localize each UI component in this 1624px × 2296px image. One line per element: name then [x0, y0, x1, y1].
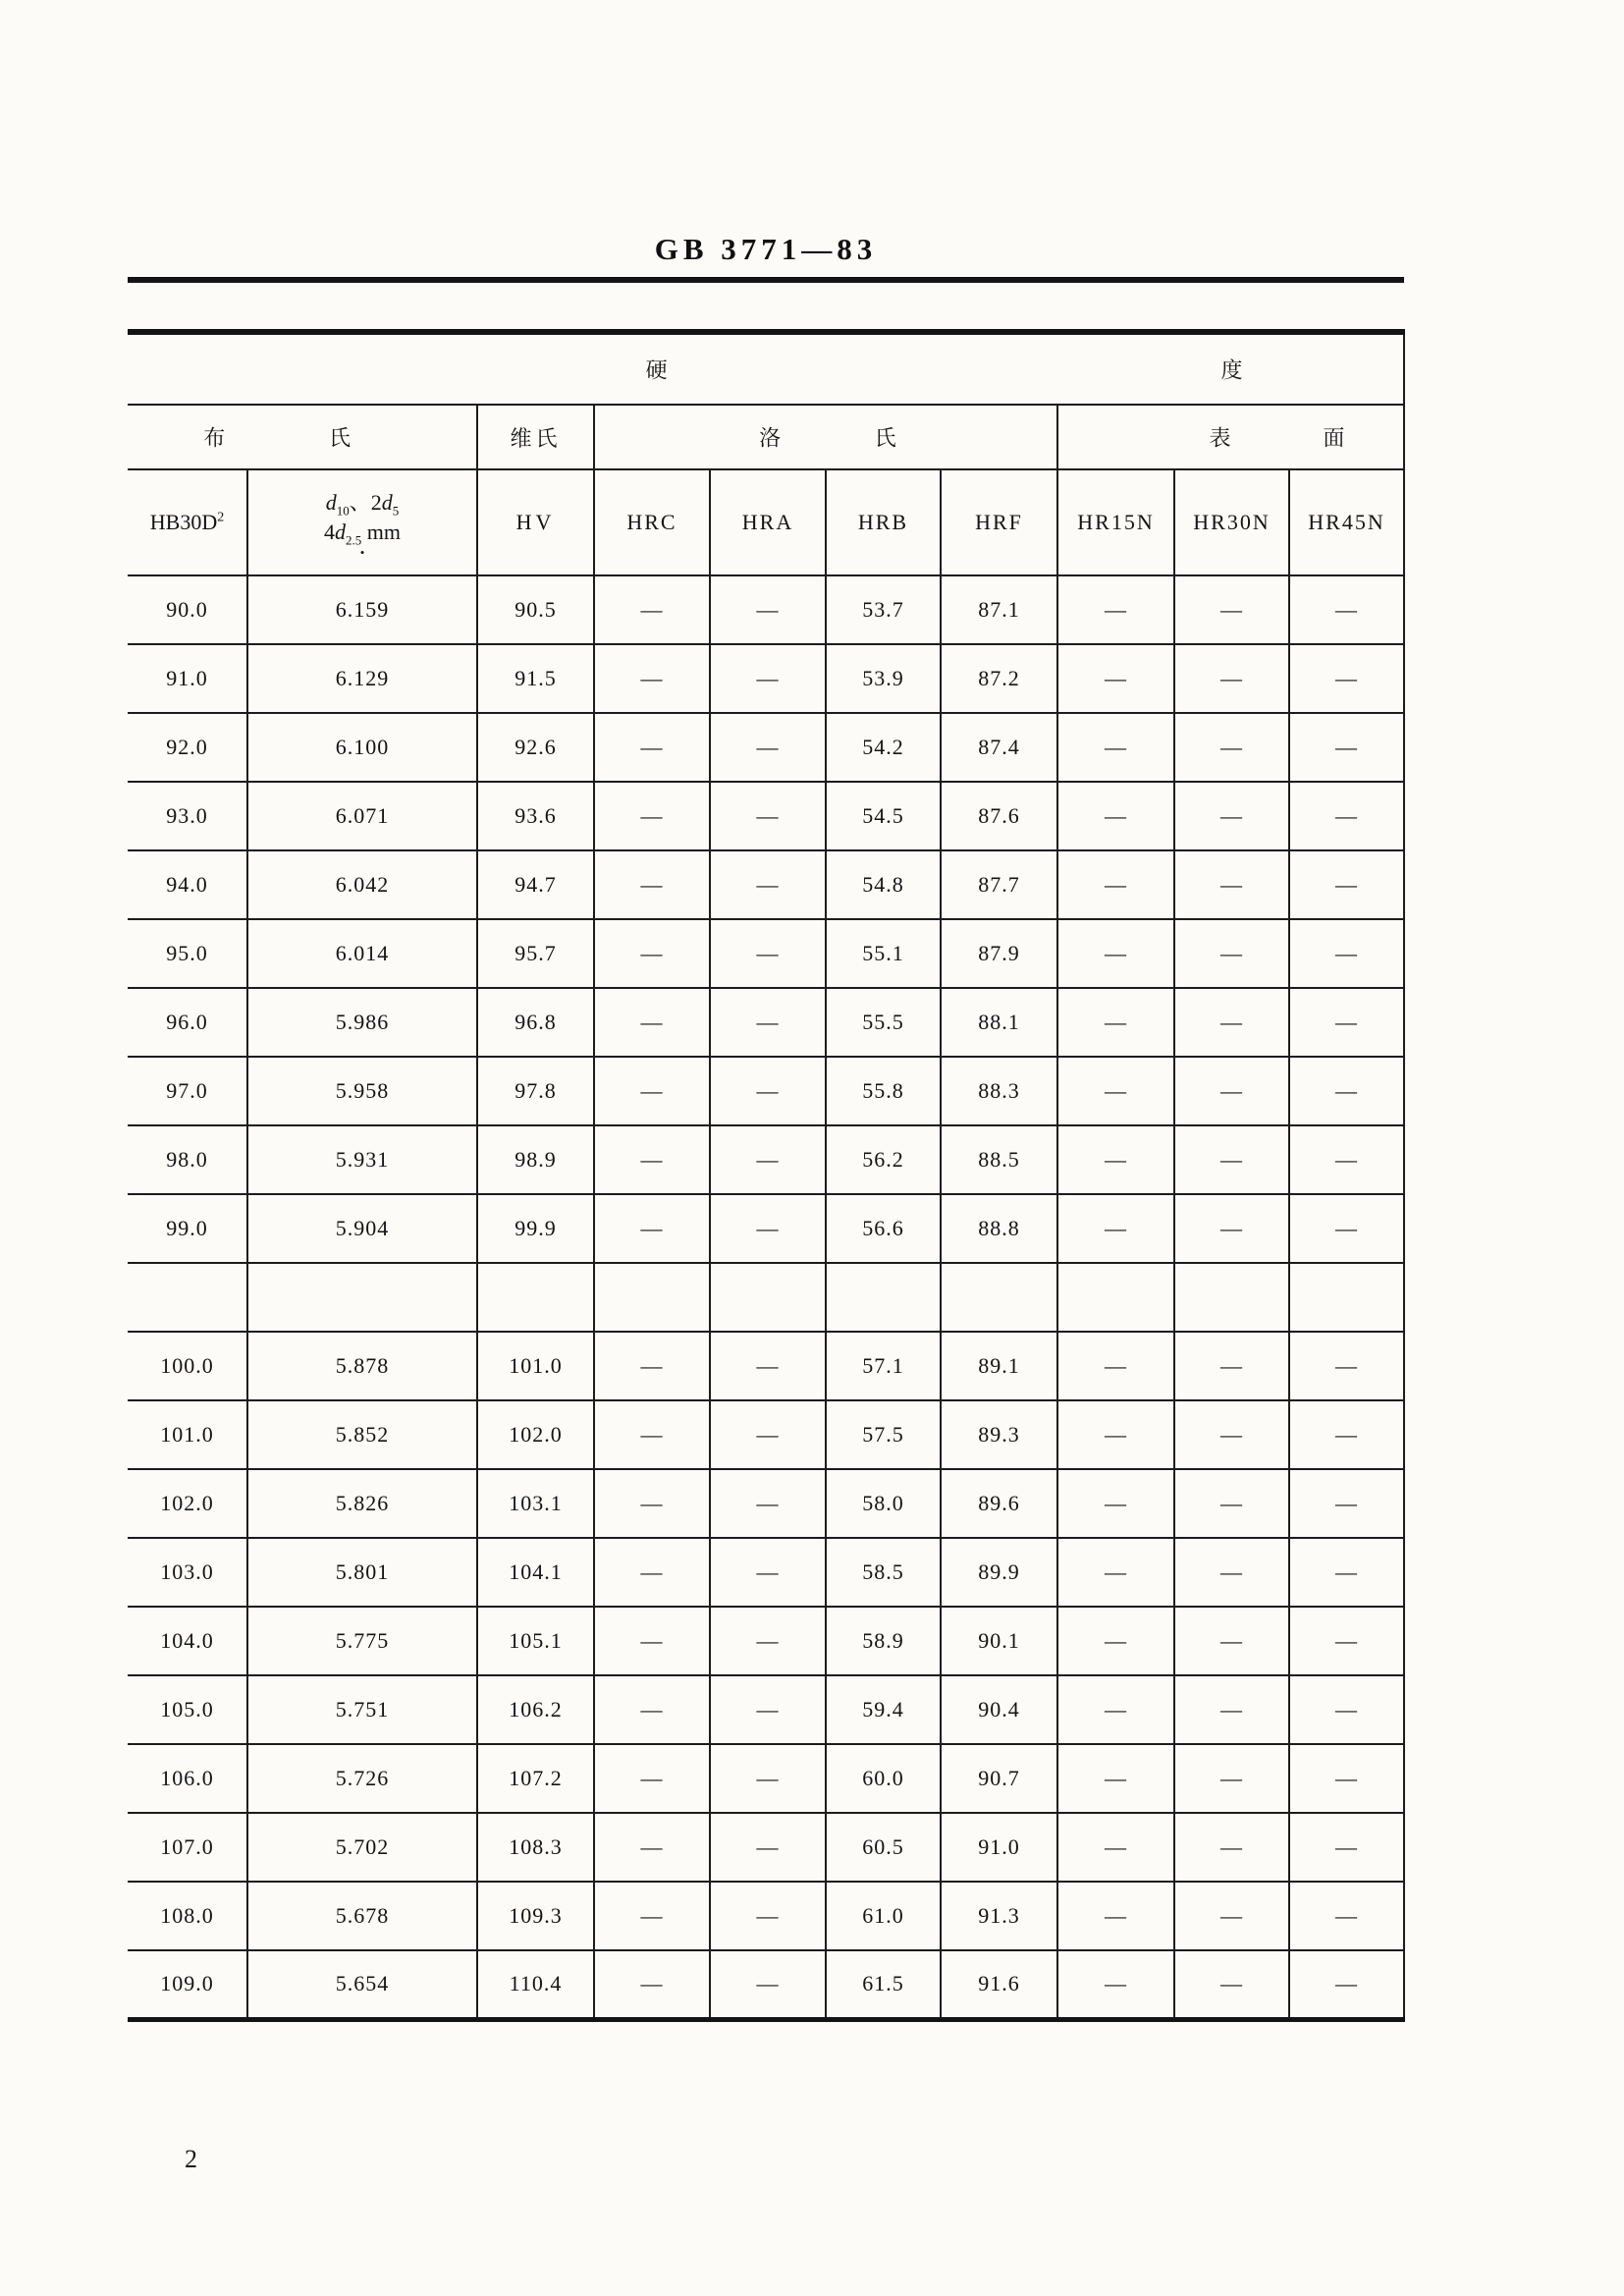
table-row [128, 644, 1404, 713]
page-number: 2 [185, 2145, 197, 2173]
table-cell: — [710, 1538, 826, 1607]
horizontal-rule [128, 277, 1404, 283]
table-cell: 60.0 [826, 1744, 941, 1813]
table-cell: 102.0 [477, 1400, 594, 1469]
table-cell: — [710, 1744, 826, 1813]
table-cell: — [1057, 1194, 1174, 1263]
table-cell: — [1174, 919, 1289, 988]
table-cell: — [1174, 1194, 1289, 1263]
table-cell: 90.0 [128, 575, 247, 644]
table-cell: 6.100 [247, 713, 477, 782]
table-cell: 100.0 [128, 1332, 247, 1400]
table-cell: 5.751 [247, 1675, 477, 1744]
table-cell: 91.3 [941, 1882, 1057, 1950]
table-cell [941, 1263, 1057, 1332]
table-cell: 58.5 [826, 1538, 941, 1607]
table-cell: — [1174, 1400, 1289, 1469]
footnote-dot: • [359, 545, 365, 560]
table-cell: — [1289, 1538, 1404, 1607]
table-cell: 101.0 [128, 1400, 247, 1469]
table-cell: 5.775 [247, 1607, 477, 1675]
table-cell: — [1289, 1744, 1404, 1813]
table-row [128, 1813, 1404, 1882]
table-cell: 87.9 [941, 919, 1057, 988]
table-cell: — [1057, 1057, 1174, 1125]
table-cell: 108.0 [128, 1882, 247, 1950]
table-cell: — [594, 644, 710, 713]
table-row [128, 1675, 1404, 1744]
table-cell: — [1057, 1538, 1174, 1607]
column-header-hv: HV [477, 469, 594, 575]
table-cell: 54.2 [826, 713, 941, 782]
table-cell: — [594, 1813, 710, 1882]
table-row [128, 713, 1404, 782]
table-cell: 5.678 [247, 1882, 477, 1950]
table-cell: — [710, 1400, 826, 1469]
hardness-char-2: 度 [1220, 357, 1244, 383]
table-cell: — [1289, 1332, 1404, 1400]
table-cell: 61.5 [826, 1950, 941, 2019]
table-cell: 97.0 [128, 1057, 247, 1125]
table-cell: 55.5 [826, 988, 941, 1057]
table-header-hardness [128, 332, 1404, 405]
table-cell: — [1174, 644, 1289, 713]
table-cell: — [1289, 713, 1404, 782]
table-cell: 91.6 [941, 1950, 1057, 2019]
standard-code-title: GB 3771—83 [654, 232, 878, 266]
table-cell: 89.6 [941, 1469, 1057, 1538]
table-cell: 96.0 [128, 988, 247, 1057]
table-cell [477, 1263, 594, 1332]
table-body [128, 575, 1404, 2019]
table-cell: 89.3 [941, 1400, 1057, 1469]
column-header-hrf: HRF [941, 469, 1057, 575]
table-cell: 59.4 [826, 1675, 941, 1744]
table-cell: — [1289, 1813, 1404, 1882]
group-rockwell-char-2: 氏 [874, 425, 897, 451]
table-cell: 93.0 [128, 782, 247, 850]
table-cell: — [1289, 1057, 1404, 1125]
table-cell: — [1174, 988, 1289, 1057]
table-cell: — [1289, 1882, 1404, 1950]
table-cell: — [1057, 919, 1174, 988]
table-cell: 5.726 [247, 1744, 477, 1813]
table-cell: — [710, 713, 826, 782]
table-row [128, 1950, 1404, 2019]
table-cell: 103.0 [128, 1538, 247, 1607]
table-cell: — [1174, 1538, 1289, 1607]
table-cell: 53.9 [826, 644, 941, 713]
table-cell: — [710, 1469, 826, 1538]
header-hardness-cell [128, 332, 1404, 405]
table-cell: — [1174, 1882, 1289, 1950]
column-header-hr30n: HR30N [1174, 469, 1289, 575]
group-surface-char-1: 表 [1209, 425, 1232, 451]
table-cell: 106.2 [477, 1675, 594, 1744]
table-cell [1289, 1263, 1404, 1332]
table-cell: — [1289, 1607, 1404, 1675]
table-cell: — [594, 575, 710, 644]
group-brinell [128, 405, 477, 469]
table-cell: — [710, 1332, 826, 1400]
table-cell: — [594, 1194, 710, 1263]
table-row [128, 575, 1404, 644]
table-cell: — [710, 988, 826, 1057]
column-header-hb30d2 [128, 469, 247, 575]
table-cell: — [1289, 1675, 1404, 1744]
table-cell: 101.0 [477, 1332, 594, 1400]
table-cell: — [710, 1882, 826, 1950]
table-cell: 5.878 [247, 1332, 477, 1400]
table-row [128, 919, 1404, 988]
table-cell: 103.1 [477, 1469, 594, 1538]
table-cell: 53.7 [826, 575, 941, 644]
table-cell: — [1057, 1469, 1174, 1538]
table-cell: — [710, 1813, 826, 1882]
diameter-line-2: $4d_{2.5}$ mm [324, 519, 401, 548]
table-cell: 90.7 [941, 1744, 1057, 1813]
table-cell: 107.0 [128, 1813, 247, 1882]
table-cell: 5.801 [247, 1538, 477, 1607]
table-cell: 98.0 [128, 1125, 247, 1194]
table-cell: 95.0 [128, 919, 247, 988]
table-cell: — [1057, 1744, 1174, 1813]
table-cell: 6.014 [247, 919, 477, 988]
table-row [128, 1607, 1404, 1675]
table-cell: 109.3 [477, 1882, 594, 1950]
table-cell: — [594, 1607, 710, 1675]
table-cell: 90.5 [477, 575, 594, 644]
group-rockwell-char-1: 洛 [759, 425, 783, 451]
table-cell: — [710, 1675, 826, 1744]
table-cell: — [1174, 575, 1289, 644]
table-cell: — [1057, 1332, 1174, 1400]
table-cell: — [1289, 1194, 1404, 1263]
table-cell: — [1057, 575, 1174, 644]
table-cell: 99.0 [128, 1194, 247, 1263]
table-cell: — [594, 1400, 710, 1469]
table-cell: — [710, 644, 826, 713]
table-cell: — [1289, 1400, 1404, 1469]
table-cell: — [1289, 1125, 1404, 1194]
table-cell: 87.2 [941, 644, 1057, 713]
table-cell: 89.9 [941, 1538, 1057, 1607]
table-cell: 97.8 [477, 1057, 594, 1125]
table-cell: 88.8 [941, 1194, 1057, 1263]
table-cell: 55.8 [826, 1057, 941, 1125]
table-cell: 98.9 [477, 1125, 594, 1194]
table-cell: 108.3 [477, 1813, 594, 1882]
table-header-columns [128, 469, 1404, 575]
column-header-hr45n: HR45N [1289, 469, 1404, 575]
table-cell: 5.931 [247, 1125, 477, 1194]
table-cell: — [1057, 1813, 1174, 1882]
table-cell: — [594, 1057, 710, 1125]
group-surface-char-2: 面 [1323, 425, 1346, 451]
table-cell: 94.0 [128, 850, 247, 919]
table-cell: — [594, 1675, 710, 1744]
table-cell: — [710, 1057, 826, 1125]
table-cell: 90.1 [941, 1607, 1057, 1675]
hb-exponent: 2 [217, 510, 225, 525]
column-header-hrc: HRC [594, 469, 710, 575]
group-surface [1057, 405, 1404, 469]
table-header-groups [128, 405, 1404, 469]
table-cell: 87.7 [941, 850, 1057, 919]
table-cell: 107.2 [477, 1744, 594, 1813]
table-cell [710, 1263, 826, 1332]
table-cell: — [1057, 1607, 1174, 1675]
table-cell: 104.1 [477, 1538, 594, 1607]
column-header-indent-diameter [247, 469, 477, 575]
group-vickers: 维氏 [477, 405, 594, 469]
table-cell: 57.1 [826, 1332, 941, 1400]
table-cell: 5.986 [247, 988, 477, 1057]
table-cell: — [594, 850, 710, 919]
table-cell: 99.9 [477, 1194, 594, 1263]
table-cell: 89.1 [941, 1332, 1057, 1400]
table-cell: — [594, 1538, 710, 1607]
table-cell: 91.0 [128, 644, 247, 713]
table-cell: — [594, 988, 710, 1057]
table-cell: — [594, 1744, 710, 1813]
table-cell: 5.852 [247, 1400, 477, 1469]
table-cell: 57.5 [826, 1400, 941, 1469]
table-row [128, 850, 1404, 919]
table-cell [1057, 1263, 1174, 1332]
table-cell [826, 1263, 941, 1332]
table-cell: — [1289, 988, 1404, 1057]
table-cell: 5.654 [247, 1950, 477, 2019]
table-cell: 91.5 [477, 644, 594, 713]
table-cell: — [1174, 713, 1289, 782]
table-cell: — [1057, 1400, 1174, 1469]
table-row [128, 1538, 1404, 1607]
table-cell: 6.159 [247, 575, 477, 644]
table-cell: — [594, 782, 710, 850]
table-cell: — [1057, 782, 1174, 850]
table-cell: 106.0 [128, 1744, 247, 1813]
table-row [128, 988, 1404, 1057]
group-brinell-char-1: 布 [203, 425, 227, 451]
table-cell: 54.5 [826, 782, 941, 850]
diameter-line-1: $d_{10}$、$2d_5$ [325, 490, 400, 519]
table-cell: — [1057, 988, 1174, 1057]
table-cell: 6.042 [247, 850, 477, 919]
table-cell: — [1174, 1057, 1289, 1125]
column-header-hra: HRA [710, 469, 826, 575]
table-cell: 90.4 [941, 1675, 1057, 1744]
table-cell: — [1289, 1469, 1404, 1538]
group-rockwell [594, 405, 1057, 469]
table-cell: — [594, 1125, 710, 1194]
table-cell: — [1174, 1469, 1289, 1538]
table-cell: — [594, 919, 710, 988]
table-cell: — [1289, 1950, 1404, 2019]
table-cell: 88.1 [941, 988, 1057, 1057]
table-cell: 5.958 [247, 1057, 477, 1125]
table-cell: 91.0 [941, 1813, 1057, 1882]
table-cell: 5.826 [247, 1469, 477, 1538]
table-cell: — [710, 1125, 826, 1194]
table-cell: — [1289, 919, 1404, 988]
table-cell: — [1057, 713, 1174, 782]
table-row [128, 1744, 1404, 1813]
table-row [128, 1332, 1404, 1400]
table-cell: 87.4 [941, 713, 1057, 782]
table-cell: — [710, 850, 826, 919]
table-cell: 58.9 [826, 1607, 941, 1675]
table-cell: 88.3 [941, 1057, 1057, 1125]
table-cell: — [1289, 850, 1404, 919]
table-cell: — [710, 919, 826, 988]
table-cell: — [1057, 1882, 1174, 1950]
table-cell: — [594, 713, 710, 782]
table-cell: — [1057, 850, 1174, 919]
table-cell: 6.071 [247, 782, 477, 850]
table-row [128, 1882, 1404, 1950]
table-cell: — [1174, 1607, 1289, 1675]
table-row [128, 1469, 1404, 1538]
table-cell: 102.0 [128, 1469, 247, 1538]
table-cell: 94.7 [477, 850, 594, 919]
column-header-hr15n: HR15N [1057, 469, 1174, 575]
table-cell: — [594, 1469, 710, 1538]
table-cell: 88.5 [941, 1125, 1057, 1194]
table-cell: — [594, 1950, 710, 2019]
table-cell: 60.5 [826, 1813, 941, 1882]
table-cell: — [1174, 782, 1289, 850]
table-row [128, 1057, 1404, 1125]
table-cell [247, 1263, 477, 1332]
table-cell: — [1289, 782, 1404, 850]
group-brinell-char-2: 氏 [329, 425, 352, 451]
table-cell: — [1289, 644, 1404, 713]
table-cell: 5.904 [247, 1194, 477, 1263]
table-row [128, 1400, 1404, 1469]
table-cell: — [710, 1607, 826, 1675]
column-header-hrb: HRB [826, 469, 941, 575]
table-row-empty [128, 1263, 1404, 1332]
hb-base: HB30D [149, 510, 218, 534]
table-row [128, 1125, 1404, 1194]
table-cell: — [1174, 1813, 1289, 1882]
table-cell: 92.6 [477, 713, 594, 782]
table-cell: — [710, 782, 826, 850]
table-cell: 105.1 [477, 1607, 594, 1675]
table-cell: — [710, 575, 826, 644]
table-cell [128, 1263, 247, 1332]
table-cell: — [594, 1332, 710, 1400]
table-cell: 56.2 [826, 1125, 941, 1194]
table-cell: 6.129 [247, 644, 477, 713]
table-cell: — [1289, 575, 1404, 644]
table-cell: 110.4 [477, 1950, 594, 2019]
table-cell: — [1057, 1675, 1174, 1744]
table-cell: — [1174, 850, 1289, 919]
table-cell: 92.0 [128, 713, 247, 782]
table-cell: 95.7 [477, 919, 594, 988]
table-cell: — [1174, 1125, 1289, 1194]
table-cell: 87.6 [941, 782, 1057, 850]
table-cell: 56.6 [826, 1194, 941, 1263]
table-cell: 5.702 [247, 1813, 477, 1882]
table-cell: 105.0 [128, 1675, 247, 1744]
table-cell: 61.0 [826, 1882, 941, 1950]
table-cell: 96.8 [477, 988, 594, 1057]
table-cell: — [594, 1882, 710, 1950]
table-cell [594, 1263, 710, 1332]
table-cell: 109.0 [128, 1950, 247, 2019]
table-cell [1174, 1263, 1289, 1332]
table-cell: — [1174, 1744, 1289, 1813]
table-cell: — [1057, 644, 1174, 713]
table-cell: — [1174, 1675, 1289, 1744]
table-cell: 58.0 [826, 1469, 941, 1538]
table-cell: 93.6 [477, 782, 594, 850]
table-cell: — [710, 1950, 826, 2019]
table-cell: — [1174, 1332, 1289, 1400]
table-row [128, 1194, 1404, 1263]
hardness-char-1: 硬 [645, 357, 669, 383]
table-cell: 54.8 [826, 850, 941, 919]
table-cell: — [1057, 1950, 1174, 2019]
table-cell: — [1174, 1950, 1289, 2019]
table-cell: 87.1 [941, 575, 1057, 644]
table-cell: 55.1 [826, 919, 941, 988]
table-cell: — [1057, 1125, 1174, 1194]
table-row [128, 782, 1404, 850]
hardness-conversion-table [128, 329, 1405, 2022]
table-cell: 104.0 [128, 1607, 247, 1675]
table-cell: — [710, 1194, 826, 1263]
